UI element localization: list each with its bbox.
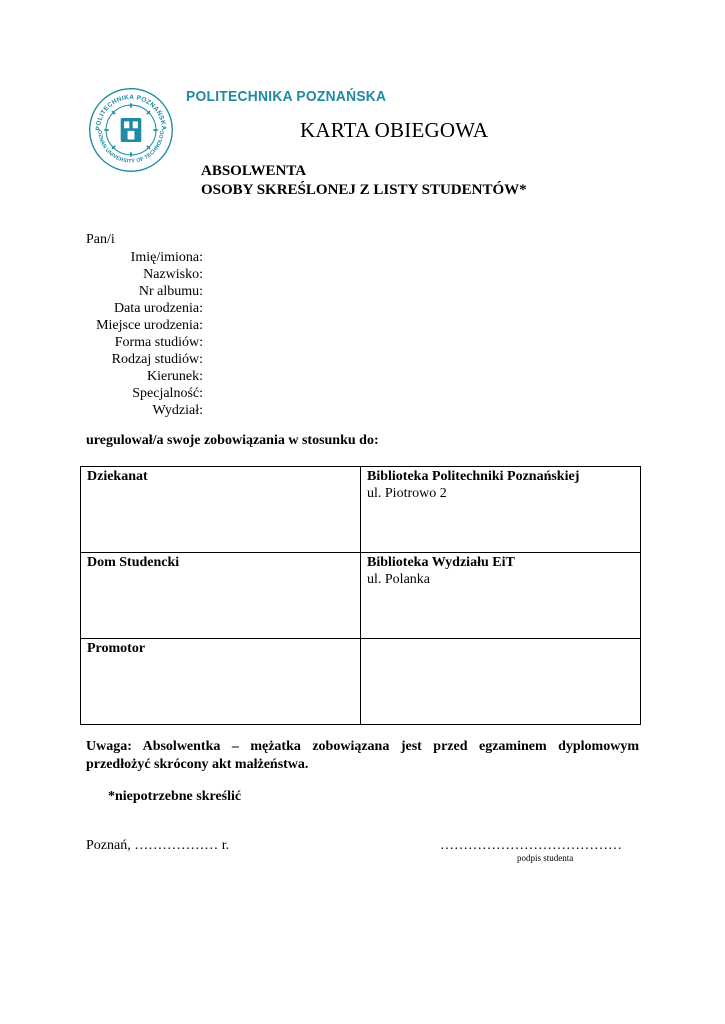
table-row bbox=[81, 639, 641, 725]
field-label-study-type: Rodzaj studiów: bbox=[111, 352, 203, 367]
settled-statement: uregulował/a swoje zobowiązania w stosunku do: bbox=[86, 433, 379, 448]
clearance-table bbox=[80, 466, 641, 725]
table-cell-empty bbox=[361, 639, 641, 725]
field-label-major: Kierunek: bbox=[147, 369, 203, 384]
personal-fields bbox=[96, 249, 203, 419]
signature-line: ………………………………… bbox=[440, 838, 622, 853]
table-cell-supervisor bbox=[81, 639, 361, 725]
table-cell-dormitory bbox=[81, 553, 361, 639]
unit-name: Dziekanat bbox=[87, 469, 148, 484]
field-label-surname: Nazwisko: bbox=[143, 267, 203, 282]
unit-address: ul. Polanka bbox=[367, 572, 430, 587]
signature-label: podpis studenta bbox=[517, 853, 574, 863]
note-paragraph: Uwaga: Absolwentka – mężatka zobowiązana jest przed egzaminem dyplomowym przedłożyć skrócony akt małżeństwa. bbox=[86, 739, 639, 772]
field-label-faculty: Wydział: bbox=[152, 403, 203, 418]
document-subtitle-line1: ABSOLWENTA bbox=[201, 163, 307, 179]
table-cell-faculty-library bbox=[361, 553, 641, 639]
table-row bbox=[81, 553, 641, 639]
unit-address: ul. Piotrowo 2 bbox=[367, 486, 447, 501]
unit-name: Biblioteka Wydziału EiT bbox=[367, 555, 515, 570]
salutation: Pan/i bbox=[86, 232, 115, 247]
unit-name: Dom Studencki bbox=[87, 555, 180, 570]
footnote: *niepotrzebne skreślić bbox=[108, 789, 242, 804]
field-label-birth-place: Miejsce urodzenia: bbox=[96, 318, 203, 333]
table-cell-main-library bbox=[361, 467, 641, 553]
field-label-first-name: Imię/imiona: bbox=[130, 250, 203, 265]
field-label-birth-date: Data urodzenia: bbox=[113, 301, 203, 316]
university-seal-logo bbox=[88, 87, 174, 173]
table-row bbox=[81, 467, 641, 553]
seal-text-top: POLITECHNIKA POZNAŃSKA bbox=[94, 93, 168, 131]
field-label-specialization: Specjalność: bbox=[132, 386, 203, 401]
seal-text-bottom: OZNAN UNIVERSITY OF TECHNOLOG bbox=[96, 129, 166, 165]
document-title: KARTA OBIEGOWA bbox=[300, 118, 489, 142]
document-subtitle-line2: OSOBY SKREŚLONEJ Z LISTY STUDENTÓW* bbox=[201, 182, 527, 198]
university-name: POLITECHNIKA POZNAŃSKA bbox=[186, 88, 387, 105]
field-label-album-number: Nr albumu: bbox=[138, 284, 203, 299]
unit-name: Biblioteka Politechniki Poznańskiej bbox=[367, 469, 580, 484]
unit-name: Promotor bbox=[87, 641, 146, 656]
table-cell-dean-office bbox=[81, 467, 361, 553]
field-label-study-form: Forma studiów: bbox=[114, 335, 203, 350]
place-date-line: Poznań, ……………… r. bbox=[86, 838, 230, 853]
